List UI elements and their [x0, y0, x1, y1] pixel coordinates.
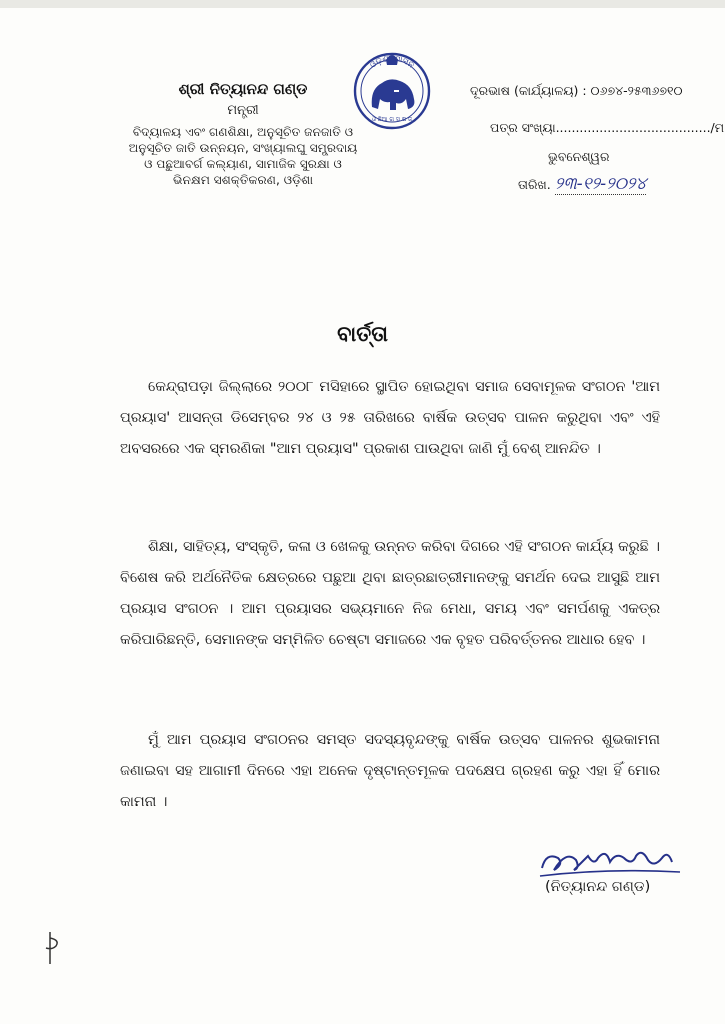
sender-block	[108, 80, 378, 188]
emblem-motto: ଓଁ ଛିଆ ଗ ସ ଷ ଜ	[371, 116, 413, 123]
signatory-name: (ନିତ୍ୟାନନ୍ଦ ଗଣ୍ଡ)	[545, 879, 651, 895]
date-label: ତାରିଖ	[518, 177, 547, 192]
portfolio-line: ଓ ପଛୁଆବର୍ଗ କଲ୍ୟାଣ, ସାମାଜିକ ସୁରକ୍ଷା ଓ	[144, 157, 342, 171]
sender-title: ମନ୍ତ୍ରୀ	[227, 103, 259, 118]
emblem-top-text: ଓଡ଼ିଶା ଶାସନ	[368, 53, 416, 71]
sender-name: ଶ୍ରୀ ନିତ୍ୟାନନ୍ଦ ଗଣ୍ଡ	[178, 80, 308, 98]
paragraph-1: କେନ୍ଦ୍ରାପଡ଼ା ଜିଲ୍ଲାରେ ୨୦୦୮ ମସିହାରେ ସ୍ଥାପିତ ହୋଇଥିବା ସମାଜ ସେବାମୂଳକ ସଂଗଠନ 'ଆମ ପ୍ରୟାସ' ଆସନ୍ତା ଡିସେମ୍ବର ୨୪ ଓ ୨୫ ତାରିଖରେ ବାର୍ଷିକ ଉତ୍ସବ ପାଳନ କରୁଥିବା ଏବଂ ଏହି ଅବସରରେ ଏକ ସ୍ମରଣିକା "ଆମ ପ୍ରୟାସ" ପ୍ରକାଶ ପାଉଥିବା ଜାଣି ମୁଁ ବେଶ୍ ଆନନ୍ଦିତ ।	[120, 379, 660, 457]
portfolio-line: ବିଦ୍ୟାଳୟ ଏବଂ ଗଣଶିକ୍ଷା, ଅନୁସୂଚିତ ଜନଜାତି ଓ	[132, 125, 354, 139]
message-title: ବାର୍ତ୍ତା	[337, 322, 388, 346]
sender-portfolio	[108, 124, 378, 188]
elephant-icon	[372, 79, 415, 110]
date-line: ତାରିଖ. ୨୩-୧୨-୨୦୨୪	[518, 174, 647, 194]
office-phone: ଦୂରଭାଷ (କାର୍ଯ୍ୟାଳୟ) : ୦୬୭୪-୨୫୩୬୭୧୦	[470, 83, 683, 98]
odisha-emblem-seal	[350, 47, 434, 131]
letter-number: ପତ୍ର ସଂଖ୍ୟା......................................./ମ	[490, 120, 725, 135]
portfolio-line: ଭିନକ୍ଷମ ସଶକ୍ତିକରଣ, ଓଡ଼ିଶା	[172, 173, 314, 187]
svg-text:ଓଡ଼ିଶା ଶାସନ	[368, 54, 416, 71]
paragraph-2: ଶିକ୍ଷା, ସାହିତ୍ୟ, ସଂସ୍କୃତି, କଳା ଓ ଖେଳକୁ ଉନ୍ନତ କରିବା ଦିଗରେ ଏହି ସଂଗଠନ କାର୍ଯ୍ୟ କରୁଛି । ବିଶେଷ କରି ଅର୍ଥନୈତିକ କ୍ଷେତ୍ରରେ ପଛୁଆ ଥିବା ଛାତ୍ରଛାତ୍ରୀମାନଙ୍କୁ ସମର୍ଥନ ଦେଇ ଆସୁଛି ଆମ ପ୍ରୟାସ ସଂଗଠନ । ଆମ ପ୍ରୟାସର ସଭ୍ୟମାନେ ନିଜ ମେଧା, ସମୟ ଏବଂ ସମର୍ପଣକୁ ଏକତ୍ର କରିପାରିଛନ୍ତି, ସେମାନଙ୍କ ସମ୍ମିଳିତ ଚେଷ୍ଟା ସମାଜରେ ଏକ ବୃହତ ପରିବର୍ତ୍ତନର ଆଧାର ହେବ ।	[120, 539, 660, 648]
portfolio-line: ଅନୁସୂଚିତ ଜାତି ଉନ୍ନୟନ, ସଂଖ୍ୟାଲଘୁ ସମ୍ପ୍ରଦାୟ	[128, 141, 358, 155]
date-value: ୨୩-୧୨-୨୦୨୪	[554, 174, 647, 194]
margin-pen-mark	[42, 930, 64, 966]
place: ଭୁବନେଶ୍ୱର	[548, 149, 610, 164]
page-top-edge	[0, 0, 725, 8]
paragraph-3: ମୁଁ ଆମ ପ୍ରୟାସ ସଂଗଠନର ସମସ୍ତ ସଦସ୍ୟବୃନ୍ଦଙ୍କୁ ବାର୍ଷିକ ଉତ୍ସବ ପାଳନର ଶୁଭକାମନା ଜଣାଇବା ସହ ଆଗାମୀ ଦିନରେ ଏହା ଅନେକ ଦୃଷ୍ଟାନ୍ତମୂଳକ ପଦକ୍ଷେପ ଗ୍ରହଣ କରୁ ଏହା ହିଁ ମୋର କାମନା ।	[120, 732, 660, 810]
